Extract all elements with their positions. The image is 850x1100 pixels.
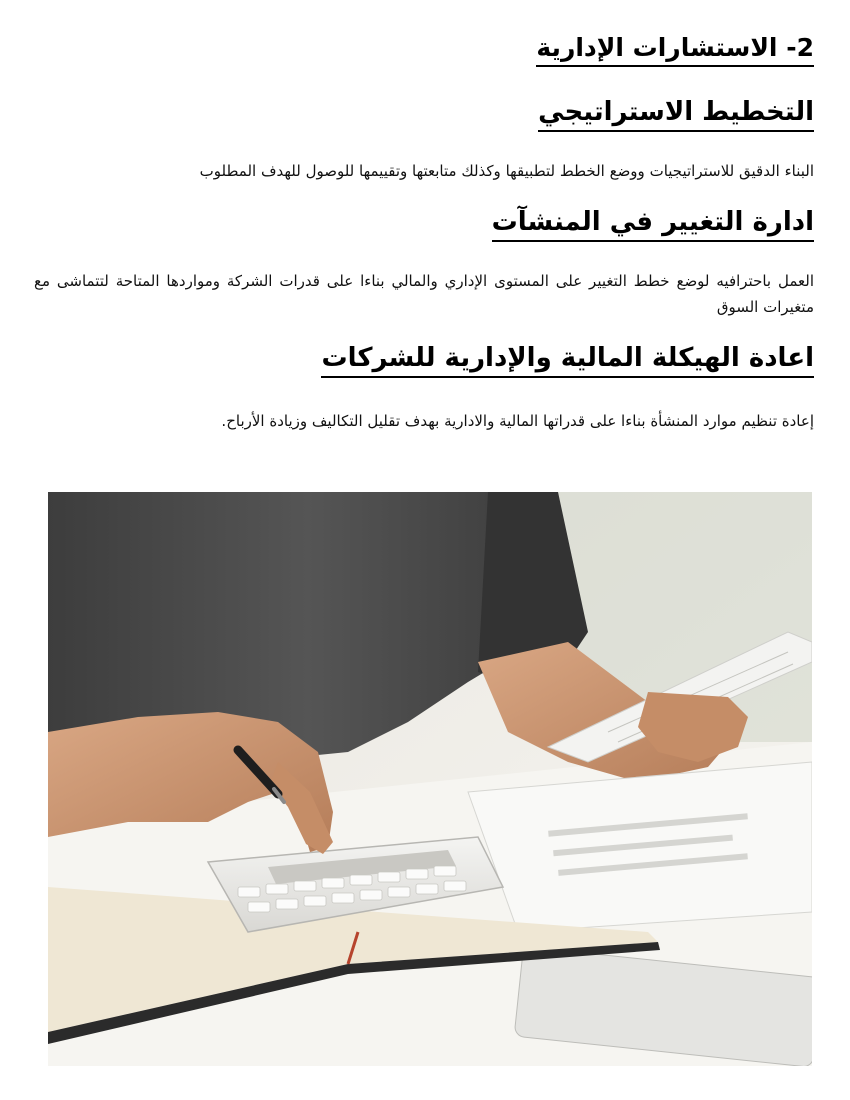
topic-body-strategic-planning: البناء الدقيق للاستراتيجيات ووضع الخطط لتطبيقها وكذلك متابعتها وتقييمها للوصول للهدف المطلوب (199, 162, 814, 180)
section-heading: 2- الاستشارات الإدارية (536, 34, 814, 67)
topic-title-change-management: ادارة التغيير في المنشآت (492, 208, 814, 242)
topic-title-strategic-planning: التخطيط الاستراتيجي (538, 98, 814, 132)
photo-illustration (48, 492, 812, 1066)
accounting-photo (48, 492, 812, 1066)
topic-body-restructuring: إعادة تنظيم موارد المنشأة بناءا على قدراتها المالية والادارية بهدف تقليل التكاليف وزيادة الأرباح. (221, 412, 814, 430)
topic-title-restructuring: اعادة الهيكلة المالية والإدارية للشركات (321, 344, 814, 378)
topic-body-change-management: العمل باحترافيه لوضع خطط التغيير على المستوى الإداري والمالي بناءا على قدرات الشركة ومواردها المتاحة لتتماشى مع متغيرات السوق (34, 272, 814, 316)
